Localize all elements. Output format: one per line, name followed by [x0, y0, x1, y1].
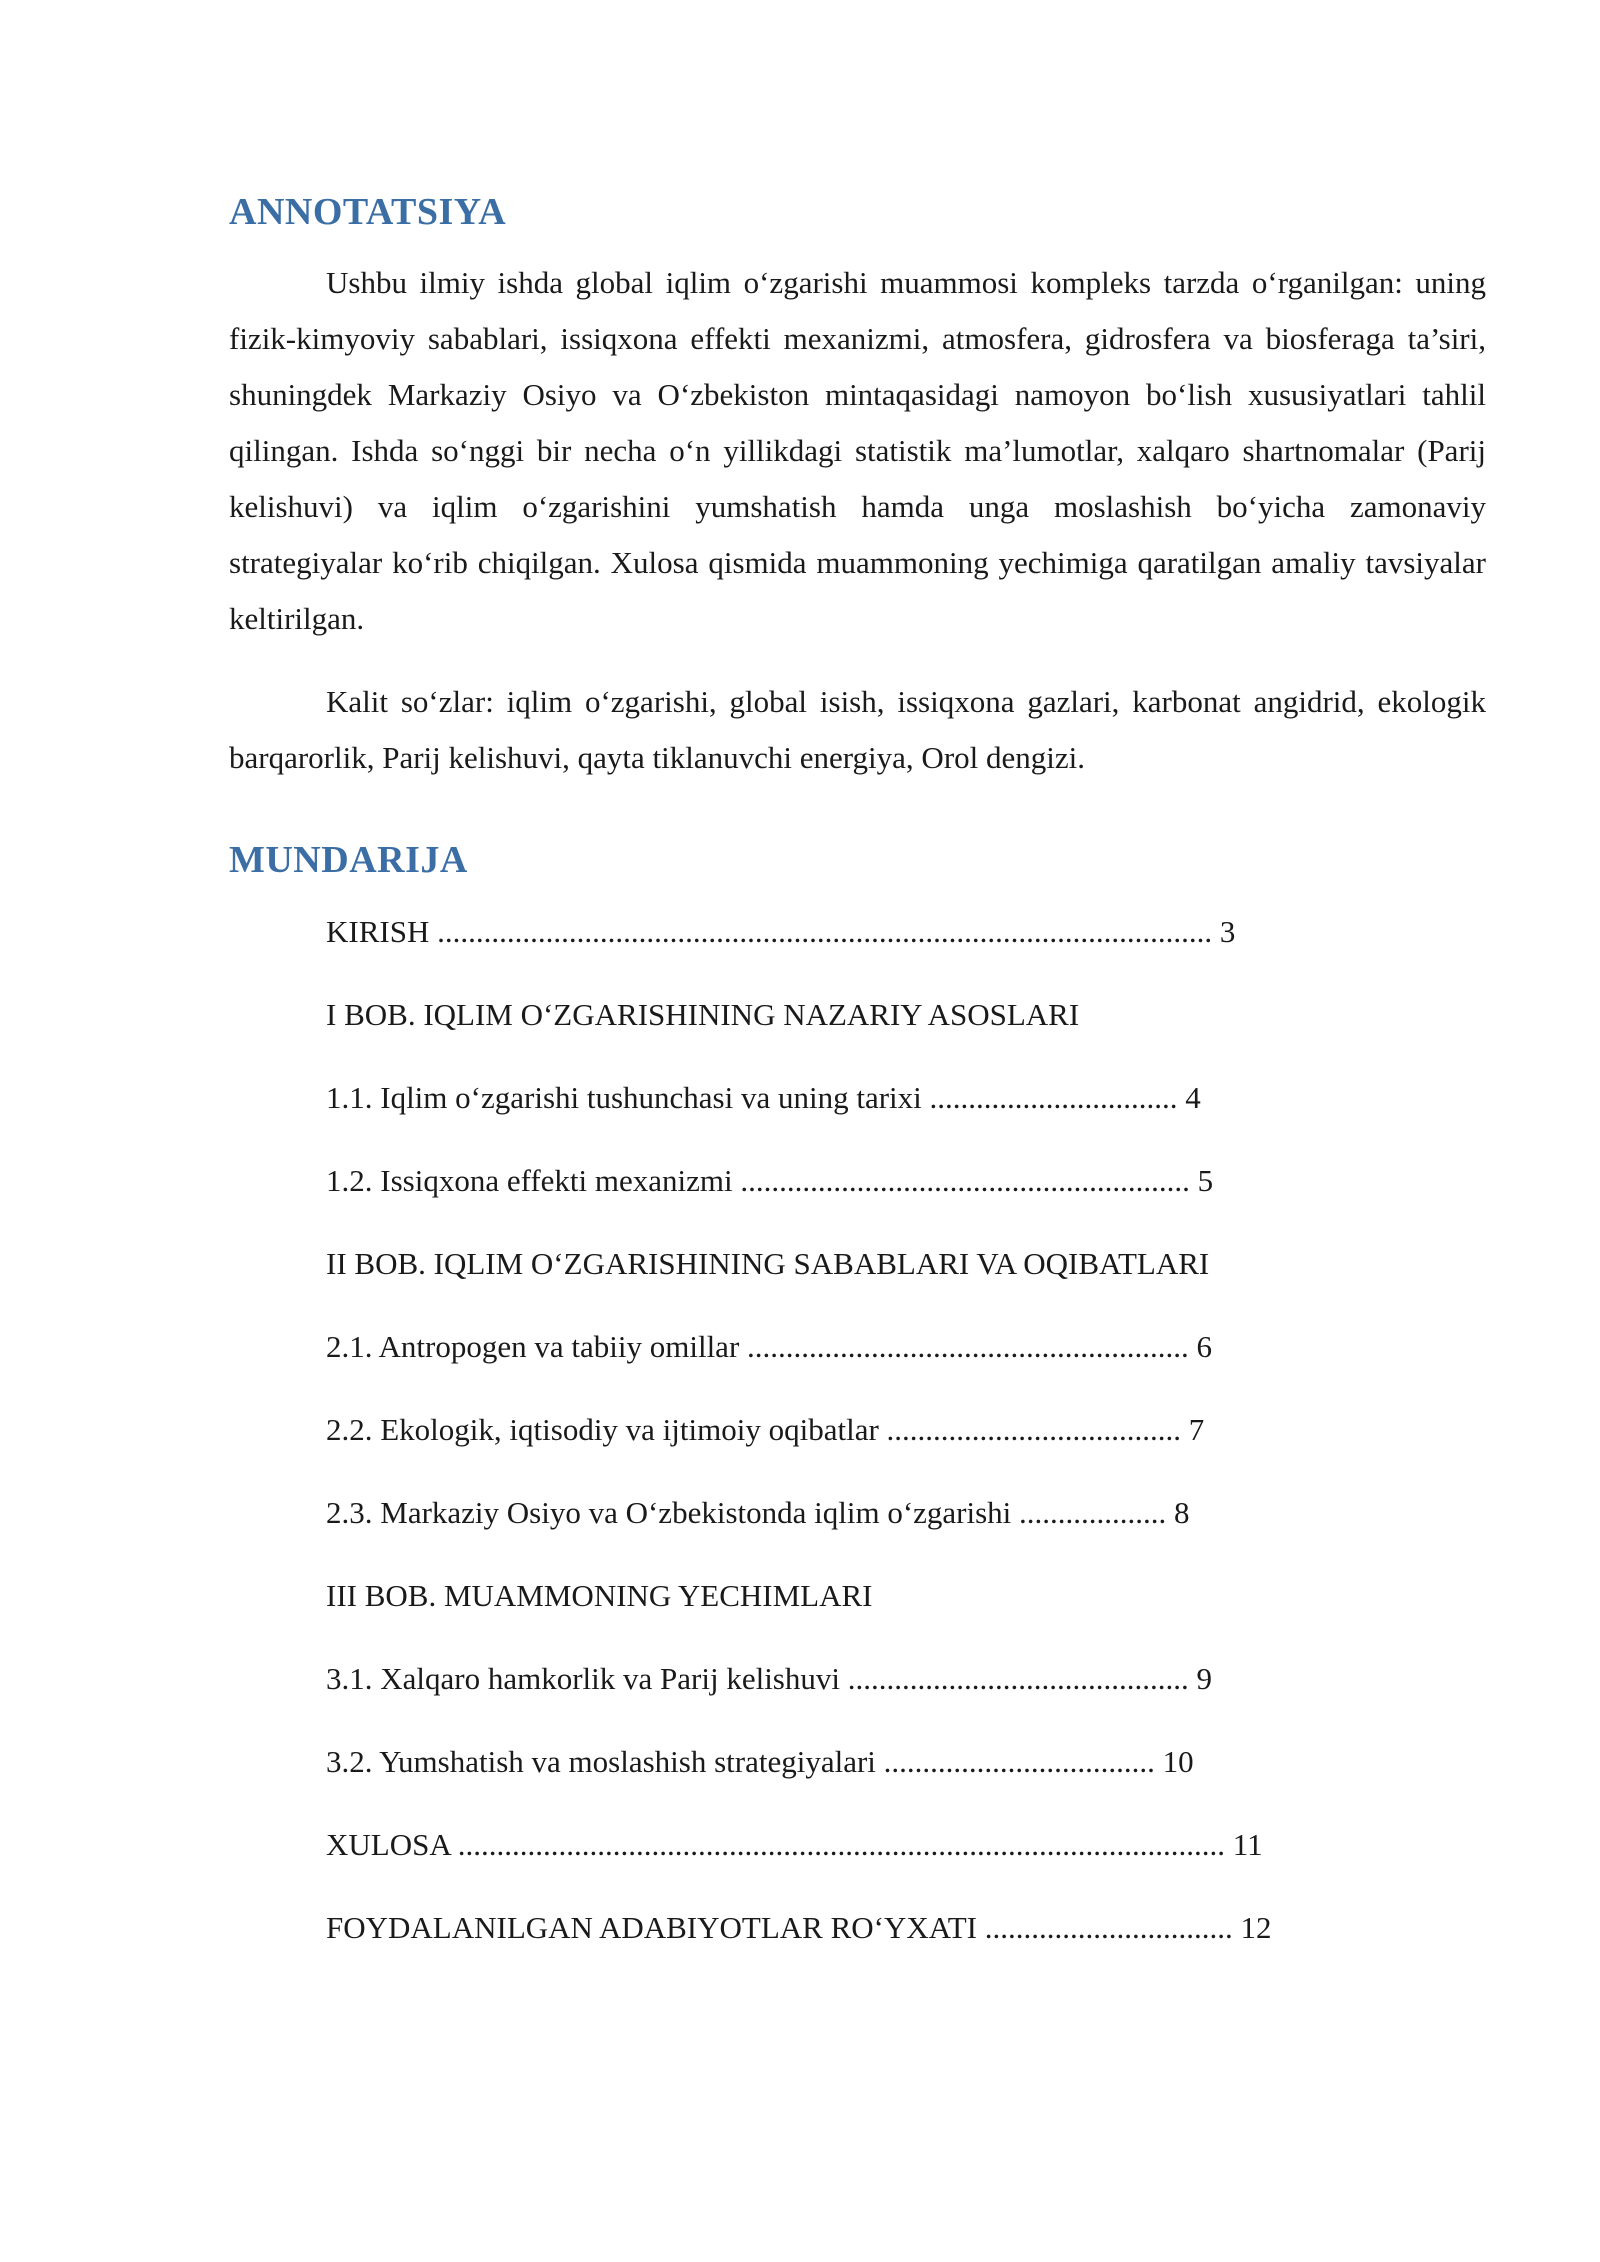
toc-chapter-title: II BOB. IQLIM O‘ZGARISHINING SABABLARI VA OQIBATLARI: [326, 1246, 1210, 1281]
toc-entry-page: 5: [1197, 1163, 1214, 1198]
toc-entry: [326, 1153, 1486, 1236]
toc-entry-leader: ............................................: [847, 1661, 1189, 1696]
table-of-contents: [326, 904, 1486, 1983]
toc-chapter-title: III BOB. MUAMMONING YECHIMLARI: [326, 1578, 873, 1613]
toc-entry-leader: ................................: [984, 1910, 1233, 1945]
toc-entry-leader: ...................................: [883, 1744, 1155, 1779]
toc-chapter-title: I BOB. IQLIM O‘ZGARISHINING NAZARIY ASOSLARI: [326, 997, 1080, 1032]
toc-entry-title: KIRISH: [326, 914, 430, 949]
toc-entry-leader: ....................................................................................................: [437, 914, 1213, 949]
annotation-heading: ANNOTATSIYA: [229, 191, 507, 233]
toc-entry: [326, 1402, 1486, 1485]
toc-entry: [326, 1485, 1486, 1568]
toc-entry-title: 1.1. Iqlim o‘zgarishi tushunchasi va uning tarixi: [326, 1080, 922, 1115]
toc-entry: [326, 1319, 1486, 1402]
toc-entry: [326, 1651, 1486, 1734]
toc-entry-page: 4: [1185, 1080, 1201, 1115]
toc-entry-title: 3.2. Yumshatish va moslashish strategiyalari: [326, 1744, 876, 1779]
abstract-paragraph: Ushbu ilmiy ishda global iqlim o‘zgarishi muammosi kompleks tarzda o‘rganilgan: uning fizik-kimyoviy sabablari, issiqxona effekti mexanizmi, atmosfera, gidrosfera va biosferaga ta’siri, shuningdek Markaziy Osiyo va O‘zbekiston mintaqasidagi namoyon bo‘lish xususiyatlari tahlil qilingan. Ishda so‘nggi bir necha o‘n yillikdagi statistik ma’lumotlar, xalqaro shartnomalar (Parij kelishuvi) va iqlim o‘zgarishini yumshatish hamda unga moslashish bo‘yicha zamonaviy strategiyalar ko‘rib chiqilgan. Xulosa qismida muammoning yechimiga qaratilgan amaliy tavsiyalar keltirilgan.: [229, 265, 1486, 636]
toc-chapter: [326, 1568, 1486, 1651]
toc-entry: [326, 1070, 1486, 1153]
toc-entry-leader: ...................................................................................................: [457, 1827, 1226, 1862]
toc-entry-leader: .........................................................: [747, 1329, 1189, 1364]
toc-entry-leader: ...................: [1019, 1495, 1167, 1530]
toc-entry-page: 8: [1174, 1495, 1190, 1530]
toc-entry-leader: ................................: [929, 1080, 1178, 1115]
toc-entry: [326, 1734, 1486, 1817]
toc-entry-page: 6: [1196, 1329, 1213, 1364]
keywords-paragraph: Kalit so‘zlar: iqlim o‘zgarishi, global isish, issiqxona gazlari, karbonat angidrid, ekologik barqarorlik, Parij kelishuvi, qayta tiklanuvchi energiya, Orol dengizi.: [229, 684, 1486, 775]
toc-chapter: [326, 1236, 1486, 1319]
toc-entry-page: 7: [1188, 1412, 1205, 1447]
toc-entry-page: 3: [1219, 914, 1236, 949]
toc-entry-title: 2.1. Antropogen va tabiiy omillar: [326, 1329, 740, 1364]
toc-entry-leader: ......................................: [886, 1412, 1182, 1447]
contents-heading: MUNDARIJA: [229, 839, 468, 881]
toc-entry-title: 2.3. Markaziy Osiyo va O‘zbekistonda iqlim o‘zgarishi: [326, 1495, 1012, 1530]
toc-entry-page: 12: [1240, 1910, 1272, 1945]
toc-entry-title: 3.1. Xalqaro hamkorlik va Parij kelishuvi: [326, 1661, 840, 1696]
toc-entry: [326, 904, 1486, 987]
toc-entry: [326, 1900, 1486, 1983]
toc-entry-title: 1.2. Issiqxona effekti mexanizmi: [326, 1163, 733, 1198]
toc-entry-title: 2.2. Ekologik, iqtisodiy va ijtimoiy oqibatlar: [326, 1412, 879, 1447]
toc-entry-page: 11: [1232, 1827, 1263, 1862]
toc-entry-page: 9: [1196, 1661, 1212, 1696]
toc-entry: [326, 1817, 1486, 1900]
toc-entry-page: 10: [1162, 1744, 1194, 1779]
toc-chapter: [326, 987, 1486, 1070]
toc-entry-title: FOYDALANILGAN ADABIYOTLAR RO‘YXATI: [326, 1910, 977, 1945]
toc-entry-leader: ..........................................................: [740, 1163, 1190, 1198]
toc-entry-title: XULOSA: [326, 1827, 451, 1862]
